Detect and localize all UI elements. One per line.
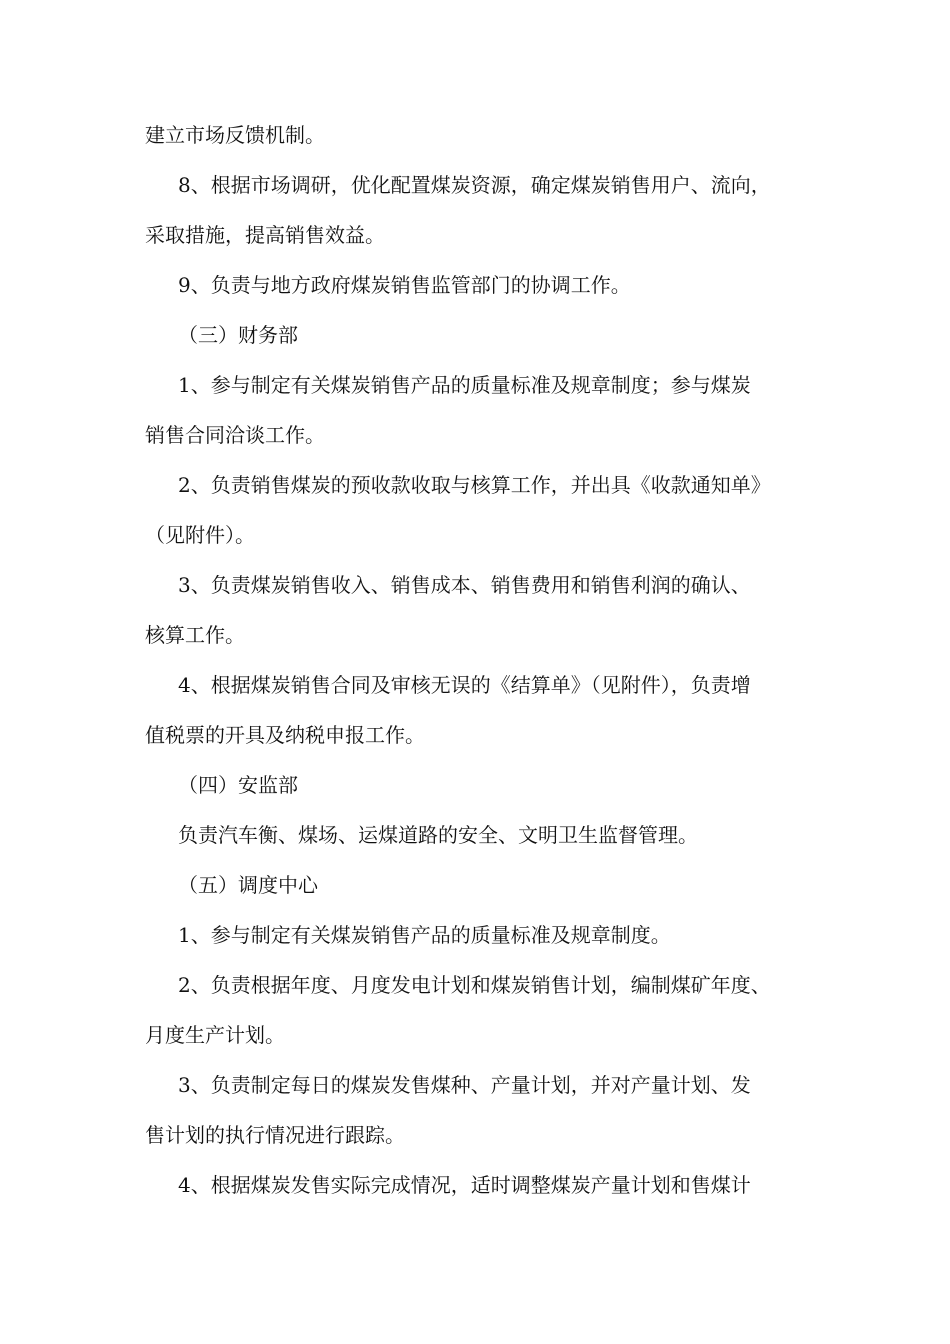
text-line-2: 8、根据市场调研，优化配置煤炭资源，确定煤炭销售用户、流向， xyxy=(178,173,771,197)
text-line-6: 1、参与制定有关煤炭销售产品的质量标准及规章制度；参与煤炭 xyxy=(178,373,751,397)
text-line-10: 3、负责煤炭销售收入、销售成本、销售费用和销售利润的确认、 xyxy=(178,573,751,597)
text-line-4: 9、负责与地方政府煤炭销售监管部门的协调工作。 xyxy=(178,273,631,297)
text-line-8: 2、负责销售煤炭的预收款收取与核算工作，并出具《收款通知单》 xyxy=(178,473,771,497)
text-line-11: 核算工作。 xyxy=(145,623,245,647)
section-heading-safety: （四）安监部 xyxy=(178,773,298,797)
section-heading-dispatch: （五）调度中心 xyxy=(178,873,318,897)
section-heading-finance: （三）财务部 xyxy=(178,323,298,347)
text-line-3: 采取措施，提高销售效益。 xyxy=(145,223,385,247)
text-line-21: 售计划的执行情况进行跟踪。 xyxy=(145,1123,405,1147)
text-line-19: 月度生产计划。 xyxy=(145,1023,285,1047)
text-line-15: 负责汽车衡、煤场、运煤道路的安全、文明卫生监督管理。 xyxy=(178,823,698,847)
text-line-20: 3、负责制定每日的煤炭发售煤种、产量计划，并对产量计划、发 xyxy=(178,1073,751,1097)
text-line-22: 4、根据煤炭发售实际完成情况，适时调整煤炭产量计划和售煤计 xyxy=(178,1173,751,1197)
text-line-7: 销售合同洽谈工作。 xyxy=(145,423,325,447)
text-line-18: 2、负责根据年度、月度发电计划和煤炭销售计划，编制煤矿年度、 xyxy=(178,973,771,997)
text-line-17: 1、参与制定有关煤炭销售产品的质量标准及规章制度。 xyxy=(178,923,671,947)
text-line-1: 建立市场反馈机制。 xyxy=(145,123,325,147)
text-line-9: （见附件）。 xyxy=(145,523,255,547)
text-line-12: 4、根据煤炭销售合同及审核无误的《结算单》（见附件），负责增 xyxy=(178,673,751,697)
text-line-13: 值税票的开具及纳税申报工作。 xyxy=(145,723,425,747)
